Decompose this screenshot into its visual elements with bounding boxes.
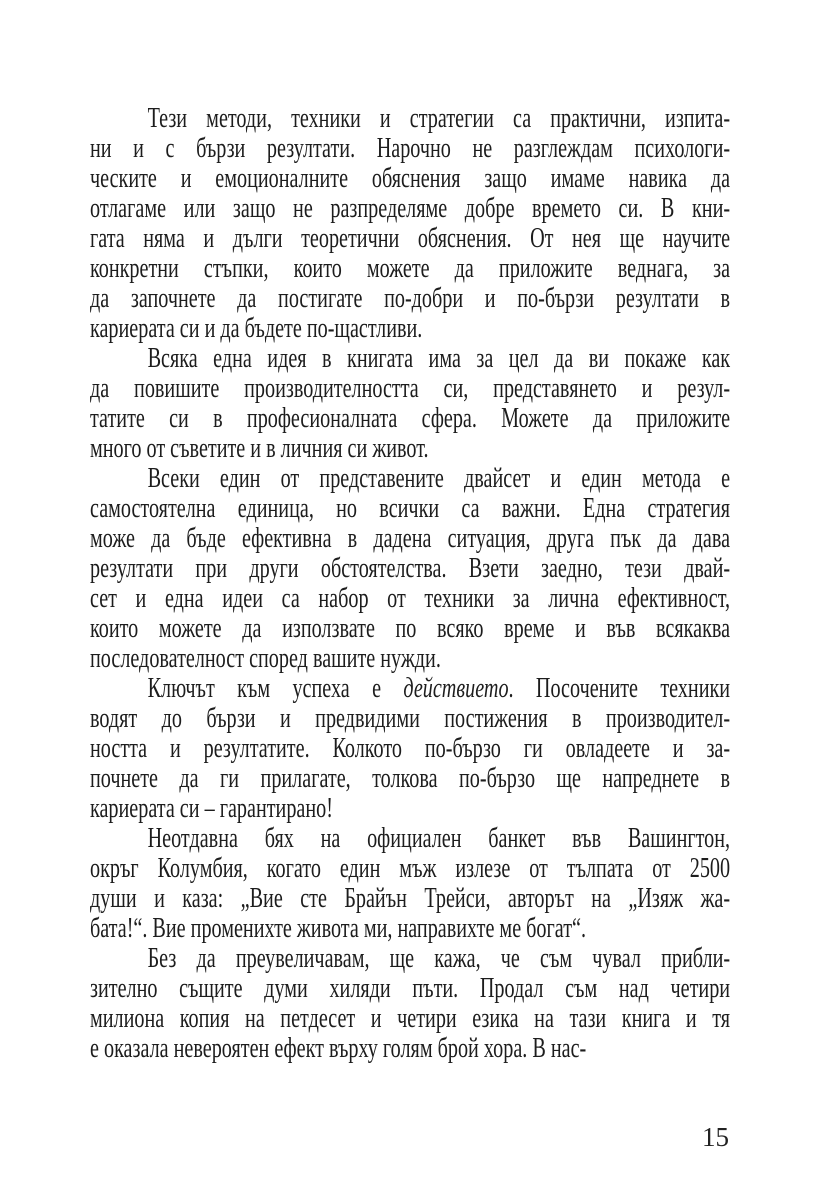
text-line: Ключът към успеха е действието. Посочените техники xyxy=(147,673,731,704)
text-line: да започнете да постигате по-добри и по-бързи резултати в xyxy=(90,283,731,314)
paragraph xyxy=(90,464,730,674)
text-line: окръг Колумбия, когато един мъж излезе от тълпата от 2500 xyxy=(90,853,731,884)
text-line: да повишите производителността си, представянето и резул- xyxy=(90,373,731,404)
text-line: конкретни стъпки, които можете да приложите веднага, за xyxy=(90,253,731,284)
text-line: Всеки един от представените двайсет и един метода е xyxy=(147,463,731,494)
text-line: последователност според вашите нужди. xyxy=(90,643,441,674)
text-block xyxy=(90,104,730,1064)
text-line: много от съветите и в личния си живот. xyxy=(90,433,429,464)
text-line: ността и резултатите. Колкото по-бързо ги овладеете и за- xyxy=(90,733,731,764)
text-line: самостоятелна единица, но всички са важни. Една стратегия xyxy=(90,493,731,524)
text-line: сет и една идеи са набор от техники за лична ефективност, xyxy=(90,583,731,614)
page-number: 15 xyxy=(702,1122,729,1152)
text-line: ни и с бързи резултати. Нарочно не разглеждам психологи- xyxy=(90,133,731,164)
text-line: Тези методи, техники и стратегии са практични, изпита- xyxy=(147,103,731,134)
paragraph xyxy=(90,674,730,824)
text-line: водят до бързи и предвидими постижения в производител- xyxy=(90,703,731,734)
paragraph xyxy=(90,824,730,944)
paragraph xyxy=(90,104,730,344)
text-line: Неотдавна бях на официален банкет във Вашингтон, xyxy=(147,823,731,854)
text-line: зително същите думи хиляди пъти. Продал съм над четири xyxy=(90,973,731,1004)
text-line: милиона копия на петдесет и четири езика на тази книга и тя xyxy=(90,1003,731,1034)
text-line: резултати при други обстоятелства. Взети заедно, тези двай- xyxy=(90,553,731,584)
paragraph xyxy=(90,944,730,1064)
text-line: кариерата си и да бъдете по-щастливи. xyxy=(90,313,423,344)
text-line: е оказала невероятен ефект върху голям брой хора. В нас- xyxy=(90,1033,587,1064)
text-line: гата няма и дълги теоретични обяснения. От нея ще научите xyxy=(90,223,731,254)
text-line: които можете да използвате по всяко време и във всякаква xyxy=(90,613,731,644)
text-line: татите си в професионалната сфера. Можете да приложите xyxy=(90,403,731,434)
text-line: почнете да ги прилагате, толкова по-бързо ще напреднете в xyxy=(90,763,731,794)
paragraph xyxy=(90,344,730,464)
text-line: отлагаме или защо не разпределяме добре времето си. В кни- xyxy=(90,193,731,224)
text-line: ческите и емоционалните обяснения защо имаме навика да xyxy=(90,163,731,194)
text-line: Всяка една идея в книгата има за цел да ви покаже как xyxy=(147,343,731,374)
text-line: бата!“. Вие променихте живота ми, направихте ме богат“. xyxy=(90,913,587,944)
text-line: може да бъде ефективна в дадена ситуация, друга пък да дава xyxy=(90,523,731,554)
text-line: кариерата си – гарантирано! xyxy=(90,793,333,824)
text-line: Без да преувеличавам, ще кажа, че съм чувал прибли- xyxy=(147,943,731,974)
text-line: души и каза: „Вие сте Брайън Трейси, авторът на „Изяж жа- xyxy=(90,883,731,914)
